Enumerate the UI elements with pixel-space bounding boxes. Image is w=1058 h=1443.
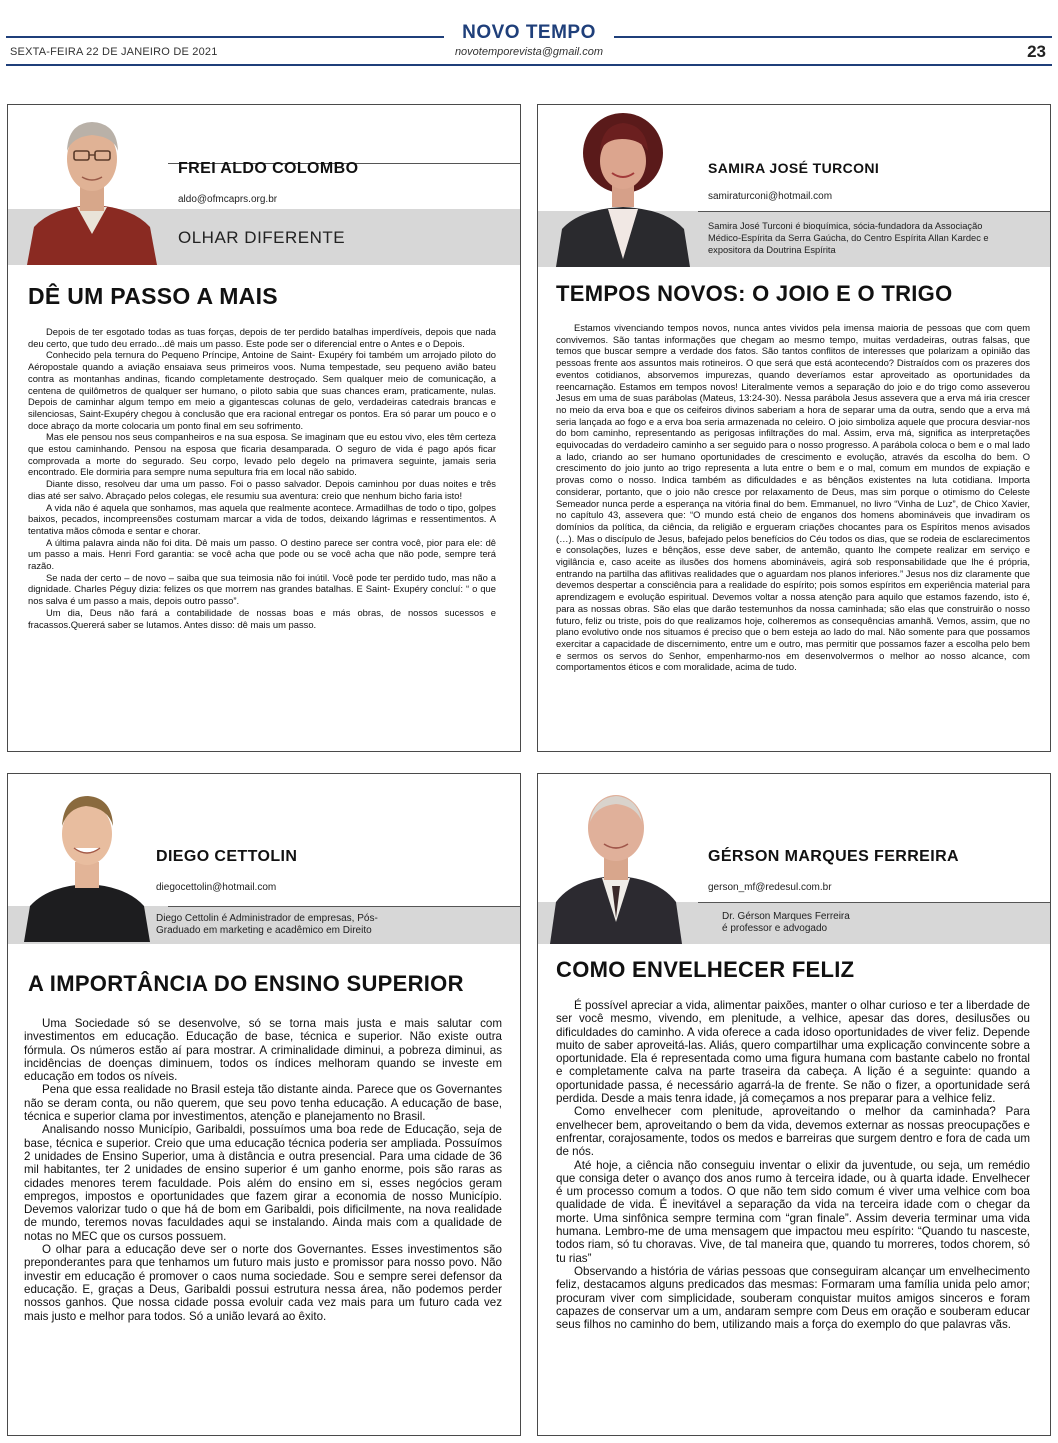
author-photo (22, 109, 162, 265)
author-photo (552, 109, 694, 267)
article-body (556, 999, 1030, 1331)
paragraph: Diante disso, resolveu dar uma um passo. Foi o passo salvador. Depois caminhou por duas noites e três dias até ser salvo. Abraçado pelos colegas, ele resumiu sua aventura: creio que nenhum bicho faria isto! (28, 478, 496, 501)
author-photo (550, 782, 682, 944)
newspaper-name: NOVO TEMPO (0, 22, 1058, 44)
paragraph: Observando a história de várias pessoas que conseguiram alcançar um envelhecimento feliz, destacamos alguns predicados das mesmas: Formaram uma família unida pelo amor; procuram viver com simplicidade, souberam conquistar muitos amigos sinceros e foram capazes de conservar um a um, andaram sempre com Deus em oração e souberam educar seus filhos no caminho do bem, utilizando mais a força do exemplo do que palavras vãs. (556, 1264, 1030, 1332)
paragraph: Como envelhecer com plenitude, aproveitando o melhor da caminhada? Para envelhecer bem, aproveitando o bem da vida, devemos externar as nossas preocupações e enfrentar, corajosamente, todos os medos e barreiras que surgem dentro e fora de cada um de nós. (556, 1105, 1030, 1159)
article-headline: A IMPORTÂNCIA DO ENSINO SUPERIOR (28, 971, 464, 996)
author-photo (22, 782, 152, 942)
author-band-rule (698, 211, 1050, 212)
paragraph: É possível apreciar a vida, alimentar paixões, manter o olhar curioso e ter a liberdade de ser você mesmo, vivendo, em plenitude, a velhice, apesar das dores, desilusões ou dificuldades do caminho. A vida oferece a cada idoso oportunidades de viver feliz. Depende muito de saber aproveitá-las. Aliás, quero compartilhar uma explicação convincente sobre a oportunidade. Ela é representada como uma figura humana com bastante cabelo no frontal e completamente calva na parte traseira da cabeça. A lição é a seguinte: quando a oportunidade passa, é necessário agarrá-la de frente. Se não o fizer, a oportunidade será perdida. Desde a mais tenra idade, já começamos a nos preparar para a velhice feliz. (556, 999, 1030, 1106)
paragraph: Uma Sociedade só se desenvolve, só se torna mais justa e mais salutar com investimentos em educação. Educação de base, técnica e superior. Não existe outra fórmula. Os números estão aí para mostrar. A criminalidade diminui, a pobreza diminui, as incidências de doenças diminuem, todos os índices melhoram quando se investe em educação em todos os níveis. (24, 1017, 502, 1084)
article-aldo-colombo (7, 104, 521, 752)
article-headline: TEMPOS NOVOS: O JOIO E O TRIGO (556, 281, 953, 306)
paragraph: A vida não é aquela que sonhamos, mas aquela que realmente acontece. Armadilhas de todo o tipo, golpes baixos, pecados, incompreensões costumam marcar a vida de todos, deixando lágrimas e ressentimentos. A tentativa mãos cômoda e sentar e chorar. (28, 501, 496, 536)
paragraph: Se nada der certo – de novo – saiba que sua teimosia não foi inútil. Você pode ter perdido tudo, mas não a dignidade. Charles Péguy dizia: felizes os que morrem nas grandes batalhas. E Saint- Exupéry concluí: “ o que nos salva é um passo a mais, depois outro passo”. (28, 571, 496, 607)
article-diego-cettolin (7, 773, 521, 1436)
author-name: DIEGO CETTOLIN (156, 848, 298, 865)
header-rule-bottom (6, 64, 1052, 66)
page-number: 23 (1027, 42, 1046, 61)
paragraph: Analisando nosso Município, Garibaldi, possuímos uma boa rede de Educação, seja de base, técnica e superior. Creio que uma educação técnica poderia ser ampliada. Possuímos 2 unidades de Ensino Superior, uma à distância e outra presencial. Para uma cidade de 36 mil habitantes, ter 2 unidades de ensino superior é um ganho enorme, pois são raras as cidades menores terem faculdade. Pois além do ensino em si, esses negócios geram empregos, impostos e oportunidades que fazem girar a economia de nosso Município. Devemos valorizar tudo o que há de bom em Garibaldi, pois dificilmente, na nova realidade de mundo, teremos novas faculdades aqui se instalando. Ainda mais com a qualidade de notas no MEC que os cursos possuem. (24, 1123, 502, 1243)
paragraph: A última palavra ainda não foi dita. Dê mais um passo. O destino parece ser contra você, pior para ele: dê um passo a mais. Henri Ford garantia: se você acha que pode ou se você acha que não pode, sempre terá razão. (28, 536, 496, 572)
author-email: aldo@ofmcaprs.org.br (178, 194, 278, 205)
author-name: GÉRSON MARQUES FERREIRA (708, 848, 959, 865)
author-bio: Diego Cettolin é Administrador de empresas, Pós-Graduado em marketing e acadêmico em Direito (156, 913, 378, 936)
author-bio: Dr. Gérson Marques Ferreira é professor e advogado (722, 911, 850, 934)
section-name: OLHAR DIFERENTE (178, 228, 346, 247)
paragraph: Depois de ter esgotado todas as tuas forças, depois de ter perdido batalhas imperdíveis, depois que nada deu certo, que tudo deu errado...dê mais um passo. Este pode ser o diferencial entre o Antes e o Depois. (28, 326, 496, 349)
article-body (556, 322, 1030, 673)
paragraph: Mas ele pensou nos seus companheiros e na sua esposa. Se imaginam que eu estou vivo, eles têm certeza que estou caminhando. Pensou na esposa que ficaria desamparada. O seguro de vida é pago após ficar comprovada a morte do segurado. Seu corpo, levado pelo degelo na primavera seguinte, jamais seria encontrado. Ele dormiria para sempre numa sepultura fria em local não sabido. (28, 431, 496, 478)
author-bio: Samira José Turconi é bioquímica, sócia-fundadora da Associação Médico-Espírita da Serra Gaúcha, do Centro Espírita Allan Kardec e expositora da Doutrina Espírita (708, 221, 989, 255)
paragraph: O olhar para a educação deve ser o norte dos Governantes. Esses investimentos são preponderantes para que tenhamos um futuro mais justo e promissor para nosso povo. Não investir em educação é promover o caos numa sociedade. Sou e sempre serei defensor da educação. E, graças a Deus, Garibaldi possui estrutura nessa área, não podemos perder nossos ganhos. Que nossa cidade possa evoluir cada vez mais para um futuro cada vez mais justo e melhor para todos. Só a união levará ao êxito. (24, 1243, 502, 1323)
article-headline: COMO ENVELHECER FELIZ (556, 957, 855, 982)
paragraph: Estamos vivenciando tempos novos, nunca antes vividos pela imensa maioria de pessoas que com quem convivemos. São tantas informações que chegam ao mesmo tempo, muitas verdadeiras, outras falsas, que temos que buscar sempre a verdade dos fatos. São tantos conflitos de interesses que polarizam a opinião das pessoas frente aos assuntos mais rotineiros. O que será que está acontecendo? Distraídos com os prazeres dos eventos cotidianos, absorvemos impurezas, quando deveríamos estar aproveitado as oportunidades da reencarnação. Estamos em tempos novos! Literalmente vemos a separação do joio e do trigo como asseverou Jesus em uma de suas parábolas (Mateus, 13:24-30). Nessa parábola Jesus assevera que a erva má iria crescer no meio da erva boa e que os ceifeiros divinos saberiam a hora de separar uma da outra, sendo que a erva má seria lançada ao fogo e a erva boa seria armazenada no celeiro. O joio simboliza aquele que procura desviar-nos do bom caminho, representando as perigosas infiltrações do mal. Assim, erva má, significa as interpretações equivocadas do verdadeiro caminho a ser seguido para o nosso progresso. A parábola coloca o bem e o mal lado a lado, criando ao ser humano oportunidades de crescimento e evolução, através da escolha do bem. O crescimento do joio junto ao trigo representa a luta entre o bem e o mal, comum em mundos de expiação e provas como o nosso. Indica também as dificuldades e as bênçãos existentes na luta cotidiana. Importa considerar, portanto, que o joio não cresce por relaxamento de Deus, mas sim porque o otimismo do Celeste Semeador nunca perde a esperança na vitória final do bem. Emmanuel, no livro “Vinha de Luz”, de Chico Xavier, no capítulo 43, assevera que: “O mundo está cheio de enganos dos homens abomináveis que invadiram os domínios da política, da ciência, da religião e ergueram criações chocantes para os Espíritos menos avisados (…). Mas o discípulo de Jesus, bafejado pelos benefícios do Céu todos os dias, que se rodeia de esclarecimentos e consolações, luzes e bênçãos, esse deve saber, de antemão, quanto lhe compete realizar em serviço e vigilância e, caso aceite as ilusões dos homens abomináveis, agirá sob responsabilidade que lhe é própria, entrando na partilha das aflitivas realidades que o aguardam nos planos inferiores.” Jesus nos diz claramente que devemos despertar a consciência para a realidade do espírito; pois somos espíritos em experiência material para aprendizagem e evolução espiritual. Devemos voltar a nossa atenção para aquilo que estamos fazendo, isto é, para as nossas obras. São elas que darão testemunhos da nossa caminhada; são elas que construirão o nosso futuro, feliz ou triste, pois do que realizamos hoje, colheremos as consequências amanhã. Vemos, assim, que no plano evolutivo onde nos situamos é preciso que o bem esteja ao lado do mal. Não somente para que possamos exercitar a capacidade de discernimento, entre um e outro, mas permitir que possamos fazer a escolha pelo bem e sermos os servos do Senhor, empenharmo-nos em desenvolvermos o melhor ao nosso alcance, com comportamentos éticos e com moralidade, acima de tudo. (556, 322, 1030, 673)
author-email: gerson_mf@redesul.com.br (708, 882, 832, 893)
paragraph: Conhecido pela ternura do Pequeno Príncipe, Antoine de Saint- Exupéry foi também um arrojado piloto do Aéropostale quando a aviação ensaiava seus primeiros voos. Numa tempestade, seu pequeno avião bateu contra as montanhas andinas, ficando completamente destroçado. Sem qualquer meio de comunicação, a centena de quilômetros de qualquer ser humano, o piloto sabia que suas chances eram, praticamente, nulas. Depois de caminhar algum tempo em meio a gigantescas colunas de gelo, verdadeiras catedrais brancas e silenciosas, Saint-Exupéry chegou à conclusão que era racional entregar os pontos. Era só parar um pouco e o doce abraço da morte colocaria um ponto final em seu sofrimento. (28, 349, 496, 431)
page-header (0, 0, 1058, 70)
newspaper-email: novotemporevista@gmail.com (454, 46, 604, 58)
article-gerson-ferreira (537, 773, 1051, 1436)
author-name: SAMIRA JOSÉ TURCONI (708, 160, 880, 176)
author-band-rule (168, 906, 520, 907)
paragraph: Até hoje, a ciência não conseguiu inventar o elixir da juventude, ou seja, um remédio que consiga deter o avanço dos anos rumo à terceira idade, ou à quarta idade. Envelhecer é um processo comum a todos. O que não tem sido comum é viver uma velhice com boa qualidade de vida. É inevitável a separação da vida na terceira idade com o chegar da morte. Uma sinfônica sempre termina com “gran finale”. Assim deveria terminar uma vida humana. Lembro-me de uma mensagem que impactou meu espírito: “Quando tu nasceste, todos riam, só tu choravas. Vive, de tal maneira que, quando tu morreres, todos chorem, só tu rias” (556, 1158, 1030, 1265)
article-headline: DÊ UM PASSO A MAIS (28, 283, 278, 309)
issue-date: SEXTA-FEIRA 22 DE JANEIRO DE 2021 (10, 46, 218, 58)
author-email: samiraturconi@hotmail.com (708, 191, 833, 202)
author-name: FREI ALDO COLOMBO (178, 160, 359, 177)
article-body (24, 1017, 502, 1323)
paragraph: Pena que essa realidade no Brasil esteja tão distante ainda. Parece que os Governantes não se deram conta, ou não querem, que seu povo tenha educação. A educação de base, técnica e superior clama por investimentos, atenção e planejamento no Brasil. (24, 1083, 502, 1124)
author-band-rule (698, 902, 1050, 903)
article-samira-turconi (537, 104, 1051, 752)
author-email: diegocettolin@hotmail.com (156, 882, 277, 893)
article-body (28, 326, 496, 630)
paragraph: Um dia, Deus não fará a contabilidade de nossas boas e más obras, de nossos sucessos e fracassos.Quererá saber se lutamos. Antes disso: dê mais um passo. (28, 606, 496, 630)
